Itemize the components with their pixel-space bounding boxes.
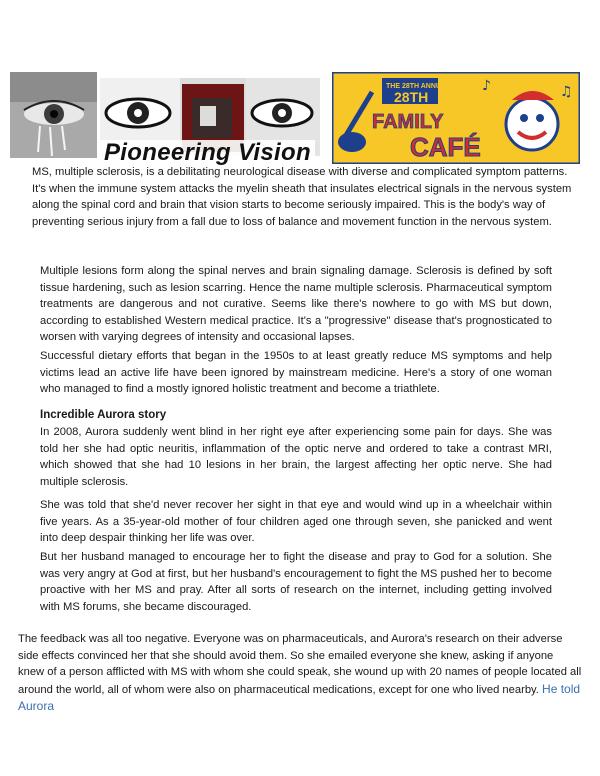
svg-text:FAMILY: FAMILY xyxy=(372,111,444,133)
story-paragraph-1: In 2008, Aurora suddenly went blind in her right eye after experiencing some pain for days. She was told her she had optic neuritis, inflammation of the optic nerve and ordered to take a contrast MRI, which showed that she had 10 lesions in her brain, the largest affecting her optic nerve. She had multiple sclerosis. xyxy=(40,426,552,488)
svg-text:♫: ♫ xyxy=(560,84,573,100)
feedback-paragraph xyxy=(18,631,582,716)
pioneering-vision-logo-text: Pioneering Vision xyxy=(100,140,315,166)
svg-text:CAFÉ: CAFÉ xyxy=(410,132,481,162)
header-banner xyxy=(10,72,580,164)
svg-text:THE 28TH ANNUAL: THE 28TH ANNUAL xyxy=(386,83,451,90)
feedback-text: The feedback was all too negative. Everyone was on pharmaceuticals, and Aurora's research on their adverse side effects convinced her that she should avoid them. So she emailed everyone she knew, asking if anyone knew of a person afflicted with MS with whom she could speak, she wound up with 20 names of people located all around the world, all of whom were also on pharmaceutical medications, except for one who lived nearby. xyxy=(18,633,582,696)
section-heading: Incredible Aurora story xyxy=(40,409,167,421)
lesions-paragraph: Multiple lesions form along the spinal nerves and brain signaling damage. Sclerosis is defined by soft tissue hardening, such as lesion scarring. Hence the name multiple sclerosis. Pharmaceutical symptom treatments are dangerous and not curative. Seems like there's nowhere to go with MS but down, according to established Western medical practice. It's a "progressive" disease that's prognosticated to worsen with varying degrees of intensity and occasional lapses. xyxy=(40,265,552,344)
svg-text:♪: ♪ xyxy=(482,78,491,94)
intro-paragraph: MS, multiple sclerosis, is a debilitating neurological disease with diverse and complicated symptom patterns. It's when the immune system attacks the myelin sheath that insulates electrical signals in the nervous system along the spinal cord and brain that vision starts to become seriously impaired. This is the body's way of preventing serious injury from a fall due to loss of balance and movement function in the nervous system. xyxy=(32,166,572,228)
svg-text:28TH: 28TH xyxy=(394,89,429,105)
story-paragraph-2: She was told that she'd never recover her sight in that eye and would wind up in a wheelchair within five years. As a 35-year-old mother of four children aged one through seven, she panicked and went into deep despair thinking her life was over. xyxy=(40,499,552,545)
dietary-paragraph: Successful dietary efforts that began in the 1950s to at least greatly reduce MS symptoms and help victims lead an active life have been ignored by mainstream medicine. Here's a story of one woman who managed to find a mostly ignored holistic treatment and become a triathlete. xyxy=(40,350,552,396)
crying-eye-image xyxy=(10,72,97,158)
story-paragraph-3: But her husband managed to encourage her to fight the disease and pray to God for a solution. She was very angry at God at first, but her husband's encouragement to fight the MS pushed her to become proactive with her MS and pray. After all sorts of research on the internet, including getting involved with MS forums, she became discouraged. xyxy=(40,551,552,613)
he-told-aurora-link[interactable]: He told Aurora xyxy=(18,681,581,714)
family-cafe-logo xyxy=(332,72,580,164)
